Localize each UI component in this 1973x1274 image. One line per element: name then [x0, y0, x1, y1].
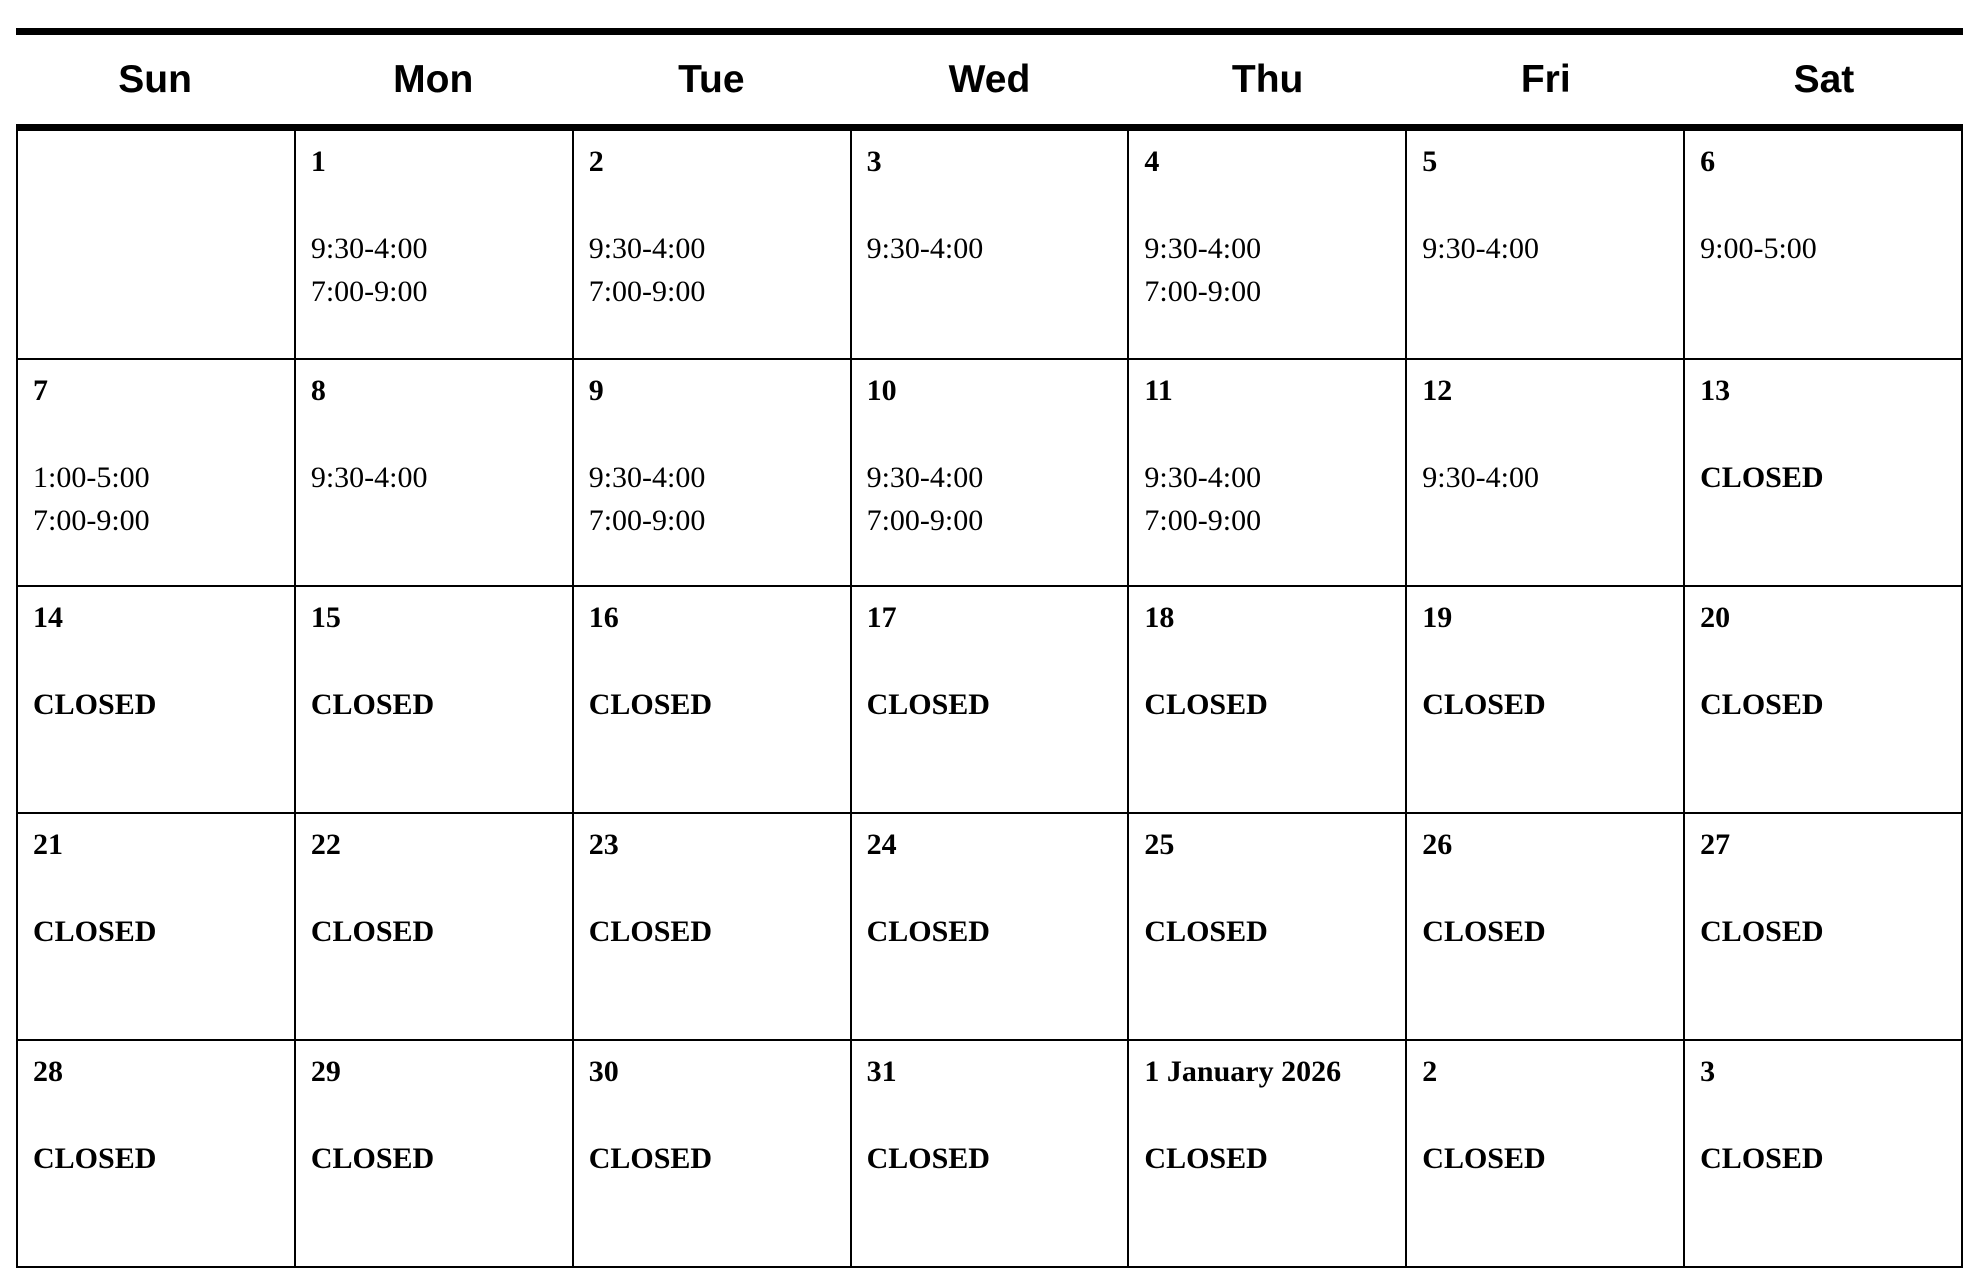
hours-line: 7:00-9:00 — [866, 504, 984, 537]
opening-hours — [311, 227, 558, 313]
day-number: 16 — [588, 601, 619, 634]
opening-hours — [311, 456, 558, 499]
day-cell — [1685, 585, 1963, 812]
day-cell — [18, 131, 296, 358]
day-number: 13 — [1700, 374, 1731, 407]
closed-text: CLOSED — [1144, 915, 1268, 948]
hours-line: 9:00-5:00 — [1700, 232, 1817, 265]
day-cell — [1129, 358, 1407, 585]
closed-label — [867, 1137, 1114, 1180]
opening-hours — [33, 456, 280, 542]
day-number: 1 January 2026 — [1144, 1055, 1342, 1088]
opening-hours — [1422, 227, 1669, 270]
closed-label — [589, 910, 836, 953]
hours-line: 9:30-4:00 — [1144, 461, 1262, 494]
closed-label — [1700, 910, 1947, 953]
day-cell — [18, 585, 296, 812]
day-number: 25 — [1144, 828, 1175, 861]
closed-label — [311, 910, 558, 953]
hours-line: 7:00-9:00 — [588, 504, 706, 537]
weekday-header-mon: Mon — [393, 57, 474, 101]
day-cell — [18, 812, 296, 1039]
closed-text: CLOSED — [588, 1142, 713, 1175]
weekday-header-sun: Sun — [118, 57, 192, 101]
closed-text: CLOSED — [866, 688, 990, 721]
hours-line: 9:30-4:00 — [310, 461, 428, 494]
closed-label — [1144, 910, 1391, 953]
day-number: 4 — [1144, 145, 1160, 178]
weekday-header-thu: Thu — [1231, 57, 1304, 101]
day-cell — [1685, 812, 1963, 1039]
hours-line: 7:00-9:00 — [1144, 504, 1262, 537]
calendar — [16, 28, 1963, 1268]
day-cell — [1407, 585, 1685, 812]
opening-hours — [1700, 227, 1947, 270]
hours-line: 9:30-4:00 — [1422, 461, 1539, 494]
day-cell — [852, 131, 1130, 358]
closed-label — [1700, 683, 1947, 726]
day-cell — [574, 1039, 852, 1266]
closed-label — [1422, 910, 1669, 953]
day-cell — [1407, 1039, 1685, 1266]
day-cell — [852, 358, 1130, 585]
weekday-header-row — [16, 35, 1963, 131]
closed-text: CLOSED — [1700, 688, 1824, 721]
day-number: 3 — [866, 145, 882, 178]
day-number: 10 — [866, 374, 897, 407]
day-number: 2 — [588, 145, 604, 178]
closed-text: CLOSED — [866, 915, 990, 948]
closed-label — [1422, 683, 1669, 726]
closed-text: CLOSED — [310, 688, 435, 721]
day-cell — [296, 1039, 574, 1266]
hours-line: 7:00-9:00 — [588, 275, 706, 308]
closed-text: CLOSED — [1422, 1142, 1546, 1175]
closed-text: CLOSED — [866, 1142, 990, 1175]
opening-hours — [589, 456, 836, 542]
day-cell — [296, 358, 574, 585]
day-number: 22 — [310, 828, 341, 861]
day-number: 20 — [1700, 601, 1731, 634]
day-cell — [296, 812, 574, 1039]
day-cell — [852, 812, 1130, 1039]
hours-line: 7:00-9:00 — [33, 504, 150, 537]
day-number: 30 — [588, 1055, 619, 1088]
hours-line: 7:00-9:00 — [1144, 275, 1262, 308]
hours-line: 9:30-4:00 — [588, 232, 706, 265]
closed-label — [589, 1137, 836, 1180]
day-cell — [1407, 131, 1685, 358]
day-cell — [1685, 131, 1963, 358]
day-cell — [1129, 585, 1407, 812]
closed-text: CLOSED — [588, 915, 713, 948]
day-cell — [574, 131, 852, 358]
day-number: 28 — [33, 1055, 63, 1088]
day-number: 1 — [310, 145, 326, 178]
closed-label — [589, 683, 836, 726]
day-number: 19 — [1422, 601, 1453, 634]
day-number: 27 — [1700, 828, 1731, 861]
hours-line: 9:30-4:00 — [866, 232, 984, 265]
closed-label — [1144, 1137, 1391, 1180]
day-number: 21 — [33, 828, 63, 861]
day-cell — [574, 358, 852, 585]
closed-text: CLOSED — [310, 1142, 435, 1175]
weekday-header-tue: Tue — [678, 57, 745, 101]
closed-label — [867, 910, 1114, 953]
closed-text: CLOSED — [1700, 461, 1824, 494]
day-number: 23 — [588, 828, 619, 861]
day-cell — [1685, 358, 1963, 585]
day-cell — [1407, 812, 1685, 1039]
opening-hours — [867, 456, 1114, 542]
opening-hours — [867, 227, 1114, 270]
day-cell — [18, 1039, 296, 1266]
day-cell — [296, 131, 574, 358]
hours-line: 9:30-4:00 — [1422, 232, 1539, 265]
opening-hours — [1144, 227, 1391, 313]
day-cell — [1129, 131, 1407, 358]
day-number — [33, 145, 280, 179]
closed-text: CLOSED — [588, 688, 713, 721]
hours-line: 7:00-9:00 — [310, 275, 428, 308]
closed-text: CLOSED — [33, 1142, 157, 1175]
day-number: 12 — [1422, 374, 1453, 407]
closed-text: CLOSED — [1422, 688, 1546, 721]
closed-label — [867, 683, 1114, 726]
closed-text: CLOSED — [1422, 915, 1546, 948]
calendar-grid — [16, 131, 1963, 1268]
day-cell — [574, 812, 852, 1039]
weekday-header-wed: Wed — [948, 57, 1031, 101]
closed-label — [1422, 1137, 1669, 1180]
closed-label — [1700, 1137, 1947, 1180]
day-cell — [1129, 1039, 1407, 1266]
day-cell — [574, 585, 852, 812]
day-cell — [852, 585, 1130, 812]
day-cell — [1685, 1039, 1963, 1266]
closed-label — [33, 910, 280, 953]
weekday-header-sat: Sat — [1793, 57, 1855, 101]
day-number: 2 — [1422, 1055, 1438, 1088]
day-number: 5 — [1422, 145, 1438, 178]
day-cell — [296, 585, 574, 812]
closed-text: CLOSED — [1700, 1142, 1824, 1175]
closed-text: CLOSED — [1144, 1142, 1268, 1175]
hours-line: 1:00-5:00 — [33, 461, 150, 494]
day-number: 9 — [588, 374, 604, 407]
weekday-header-fri: Fri — [1520, 57, 1571, 101]
day-number: 24 — [866, 828, 897, 861]
opening-hours — [589, 227, 836, 313]
day-cell — [18, 358, 296, 585]
closed-label — [311, 1137, 558, 1180]
opening-hours — [1422, 456, 1669, 499]
day-number: 26 — [1422, 828, 1453, 861]
closed-label — [311, 683, 558, 726]
day-number: 29 — [310, 1055, 341, 1088]
hours-line: 9:30-4:00 — [588, 461, 706, 494]
day-cell — [1129, 812, 1407, 1039]
day-number: 18 — [1144, 601, 1175, 634]
closed-label — [33, 683, 280, 726]
top-rule — [16, 28, 1963, 35]
closed-text: CLOSED — [33, 688, 157, 721]
day-number: 3 — [1700, 1055, 1716, 1088]
day-number: 31 — [866, 1055, 897, 1088]
hours-line: 9:30-4:00 — [866, 461, 984, 494]
day-number: 15 — [310, 601, 341, 634]
closed-text: CLOSED — [33, 915, 157, 948]
closed-text: CLOSED — [1700, 915, 1824, 948]
hours-line: 9:30-4:00 — [1144, 232, 1262, 265]
day-number: 6 — [1700, 145, 1716, 178]
opening-hours — [1144, 456, 1391, 542]
closed-text: CLOSED — [1144, 688, 1268, 721]
day-cell — [1407, 358, 1685, 585]
closed-label — [1144, 683, 1391, 726]
closed-label — [1700, 456, 1947, 499]
day-number: 17 — [866, 601, 897, 634]
day-number: 7 — [33, 374, 48, 407]
closed-label — [33, 1137, 280, 1180]
day-cell — [852, 1039, 1130, 1266]
day-number: 8 — [310, 374, 326, 407]
day-number: 14 — [33, 601, 63, 634]
hours-line: 9:30-4:00 — [310, 232, 428, 265]
day-number: 11 — [1144, 374, 1173, 407]
closed-text: CLOSED — [310, 915, 435, 948]
